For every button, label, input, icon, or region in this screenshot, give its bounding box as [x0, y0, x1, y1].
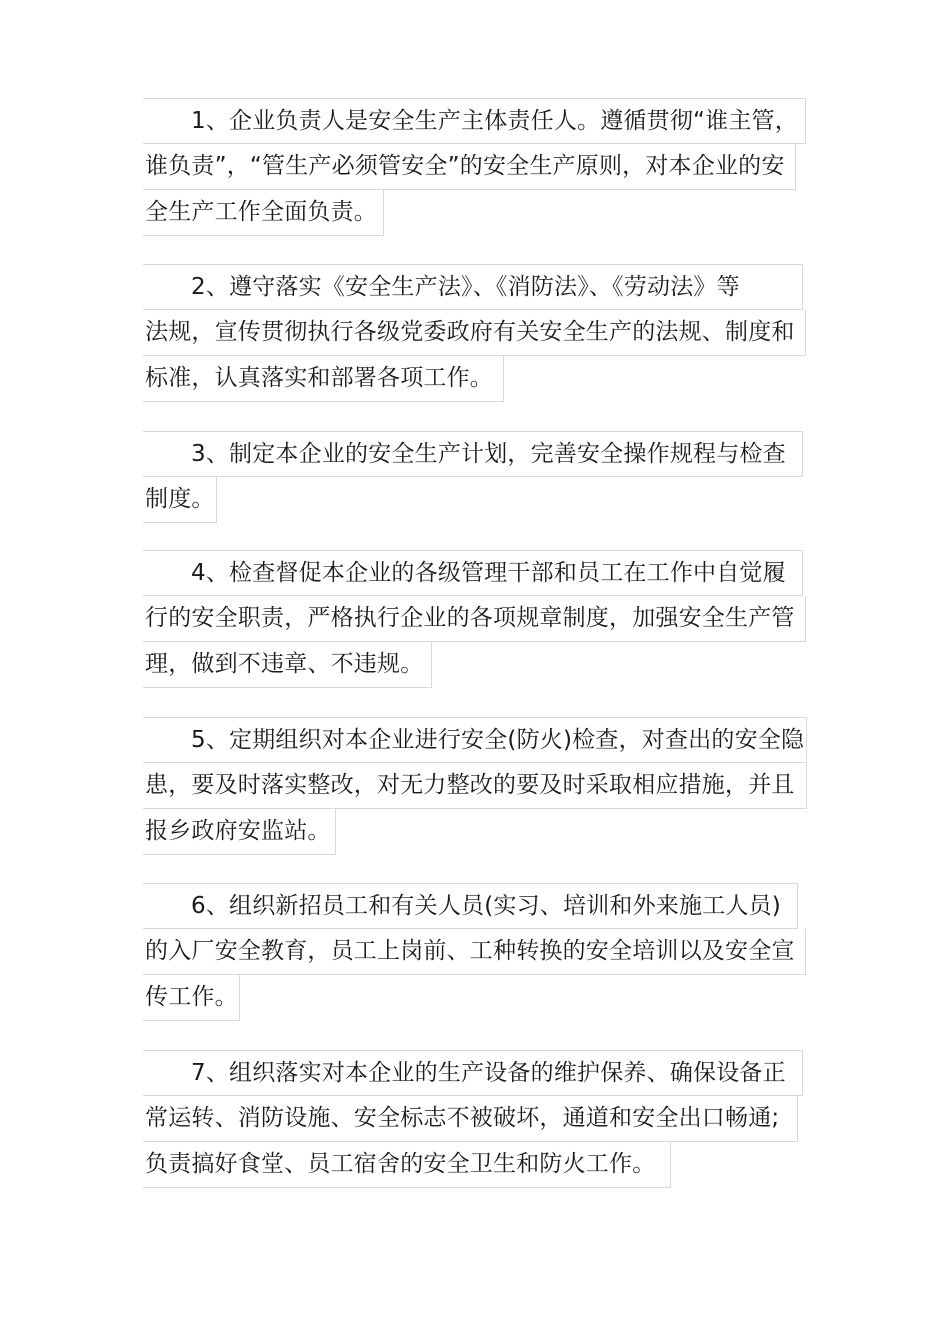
paragraph-line: 法规，宣传贯彻执行各级党委政府有关安全生产的法规、制度和	[143, 310, 806, 356]
paragraph-line: 3、制定本企业的安全生产计划，完善安全操作规程与检查	[143, 431, 803, 477]
paragraph-line: 全生产工作全面负责。	[143, 190, 384, 236]
paragraph-line: 7、组织落实对本企业的生产设备的维护保养、确保设备正	[143, 1050, 803, 1096]
paragraph-line: 制度。	[143, 477, 217, 523]
paragraph-6	[143, 883, 806, 1021]
paragraph-line: 患，要及时落实整改，对无力整改的要及时采取相应措施，并且	[143, 763, 807, 809]
paragraph-line: 负责搞好食堂、员工宿舍的安全卫生和防火工作。	[143, 1142, 671, 1188]
paragraph-line: 常运转、消防设施、安全标志不被破坏，通道和安全出口畅通;	[143, 1096, 798, 1142]
paragraph-line: 行的安全职责，严格执行企业的各项规章制度，加强安全生产管	[143, 596, 806, 642]
paragraph-line: 6、组织新招员工和有关人员(实习、培训和外来施工人员)	[143, 883, 798, 929]
paragraph-1	[143, 98, 806, 236]
paragraph-3	[143, 431, 803, 523]
paragraph-line: 谁负责”，“管生产必须管安全”的安全生产原则，对本企业的安	[143, 144, 796, 190]
paragraph-5	[143, 717, 807, 855]
paragraph-line: 4、检查督促本企业的各级管理干部和员工在工作中自觉履	[143, 550, 803, 596]
paragraph-7	[143, 1050, 803, 1188]
paragraph-2	[143, 264, 806, 402]
paragraph-4	[143, 550, 806, 688]
paragraph-line: 理，做到不违章、不违规。	[143, 642, 432, 688]
paragraph-line: 1、企业负责人是安全生产主体责任人。遵循贯彻“谁主管，	[143, 98, 806, 144]
paragraph-line: 2、遵守落实《安全生产法》、《消防法》、《劳动法》等	[143, 264, 803, 310]
paragraph-line: 报乡政府安监站。	[143, 809, 336, 855]
paragraph-line: 的入厂安全教育，员工上岗前、工种转换的安全培训以及安全宣	[143, 929, 806, 975]
paragraph-line: 5、定期组织对本企业进行安全(防火)检查，对查出的安全隐	[143, 717, 807, 763]
paragraph-line: 标准，认真落实和部署各项工作。	[143, 356, 504, 402]
paragraph-line: 传工作。	[143, 975, 240, 1021]
